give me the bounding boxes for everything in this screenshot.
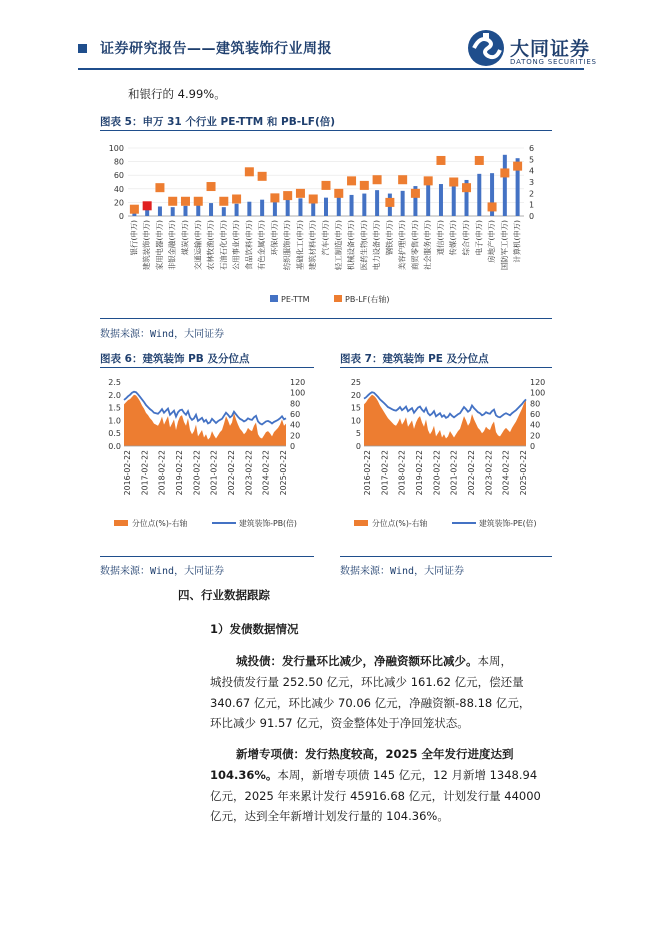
header-divider <box>78 68 584 70</box>
section-title: 四、行业数据跟踪 <box>178 588 270 602</box>
fig5-xtick: 医药生物(申万) <box>359 220 369 271</box>
fig6-legend-line: 建筑装饰-PB(倍) <box>239 519 297 528</box>
fig5-marker-pb <box>488 202 497 211</box>
fig5-bar-pe <box>158 206 162 216</box>
fig6-xtick: 2016-02-22 <box>123 450 132 496</box>
fig5-ytick-right: 0 <box>529 212 535 221</box>
fig5-ytick-right: 6 <box>529 144 535 153</box>
fig5-bar-pe <box>247 202 251 216</box>
fig5-bar-pe <box>286 198 290 216</box>
fig7-xtick: 2023-02-22 <box>484 450 494 496</box>
fig6-ytick-right: 60 <box>290 410 301 419</box>
fig5-marker-pb <box>449 178 458 187</box>
fig5-marker-pb <box>155 183 164 192</box>
fig5-xtick: 有色金属(申万) <box>257 220 267 271</box>
fig5-xtick: 公用事业(申万) <box>231 220 241 271</box>
paragraph-chengtou <box>210 651 590 734</box>
fig5-bar-pe <box>209 203 213 216</box>
fig5-xtick: 社会服务(申万) <box>423 220 433 271</box>
fig5-marker-pb <box>270 193 279 202</box>
fig5-title: 图表 5：申万 31 个行业 PE-TTM 和 PB-LF(倍) <box>100 116 336 128</box>
para2-line: 亿元，达到全年新增计划发行量的 104.36%。 <box>210 809 449 824</box>
fig6-xtick: 2024-02-22 <box>261 450 271 496</box>
fig5-bar-pe <box>350 195 354 216</box>
para1-line: 城投债发行量 252.50 亿元，环比减少 161.62 亿元，偿还量 <box>210 674 524 689</box>
report-header-title: 证券研究报告——建筑装饰行业周报 <box>100 41 332 57</box>
fig5-bar-pe <box>196 205 200 216</box>
fig5-marker-pb <box>462 183 471 192</box>
fig5-marker-pb <box>385 198 394 207</box>
fig5-bottom-rule <box>100 318 552 319</box>
fig7-ytick-left: 10 <box>350 416 361 426</box>
fig7-xtick: 2024-02-22 <box>501 450 511 496</box>
fig6-title-rule <box>100 367 314 368</box>
fig6-xtick: 2020-02-22 <box>192 450 202 496</box>
fig5-bar-pe <box>183 206 187 216</box>
fig5-ytick-left: 20 <box>113 198 124 208</box>
fig5-xtick: 通信(申万) <box>435 220 445 256</box>
fig5-marker-pb <box>219 197 228 206</box>
fig7-ytick-right: 0 <box>530 442 536 451</box>
fig6-ytick-left: 2.0 <box>108 390 121 400</box>
fig7-title: 图表 7：建筑装饰 PE 及分位点 <box>340 353 489 365</box>
fig5-bar-pe <box>503 155 507 216</box>
fig5-ytick-right: 3 <box>529 178 535 187</box>
fig6-ytick-left: 0.0 <box>108 442 121 451</box>
fig5-xtick: 汽车(申万) <box>321 220 330 256</box>
fig5-ytick-left: 0 <box>118 212 124 221</box>
fig5-marker-pb <box>475 156 484 165</box>
fig6-xtick: 2025-02-22 <box>279 450 288 496</box>
fig5-bar-pe <box>439 184 443 216</box>
fig5-marker-pb <box>258 172 267 181</box>
fig7-line-value <box>364 392 526 418</box>
fig5-legend-pe: PE-TTM <box>281 295 310 304</box>
fig5-bar-pe <box>337 197 341 216</box>
section-subtitle: 1）发债数据情况 <box>210 622 299 636</box>
fig5-marker-pb <box>232 195 241 204</box>
fig7-xtick: 2017-02-22 <box>380 450 390 496</box>
header-marker <box>78 44 87 53</box>
fig5-marker-pb <box>309 195 318 204</box>
fig7-source: 数据来源：Wind，大同证券 <box>340 566 465 577</box>
fig7-xtick: 2025-02-22 <box>519 450 528 496</box>
fig7-chart <box>340 372 552 544</box>
fig5-xtick: 家用电器(申万) <box>154 220 164 271</box>
fig7-xtick: 2018-02-22 <box>397 450 407 496</box>
fig6-ytick-left: 1.0 <box>108 416 121 426</box>
fig5-marker-pb <box>296 189 305 198</box>
fig5-legend-pb: PB-LF(右轴) <box>345 295 390 304</box>
fig5-xtick: 食品饮料(申万) <box>244 220 254 271</box>
fig7-ytick-right: 120 <box>530 378 546 387</box>
fig5-xtick: 轻工制造(申万) <box>333 220 343 271</box>
para2-lead-cont: 104.36%。 <box>210 767 278 782</box>
fig5-bar-pe <box>401 191 405 216</box>
fig5-marker-pb <box>373 175 382 184</box>
fig6-xtick: 2017-02-22 <box>140 450 150 496</box>
fig5-bar-pe <box>375 190 379 216</box>
fig5-bar-pe <box>477 174 481 216</box>
fig7-ytick-left: 5 <box>355 429 361 439</box>
fig7-area-percentile <box>364 395 526 446</box>
fig5-bar-pe <box>426 183 430 216</box>
fig5-ytick-left: 40 <box>113 184 124 194</box>
fig6-xtick: 2019-02-22 <box>175 450 184 496</box>
para1-line: 环比减少 91.57 亿元，资金整体处于净回笼状态。 <box>210 716 469 731</box>
fig6-xtick: 2018-02-22 <box>157 450 167 496</box>
fig6-source: 数据来源：Wind，大同证券 <box>100 566 225 577</box>
fig7-xtick: 2021-02-22 <box>449 450 459 496</box>
fig5-xtick: 银行(申万) <box>129 220 139 256</box>
fig5-xtick: 电子(申万) <box>474 220 484 256</box>
fig5-bar-pe <box>171 207 175 216</box>
fig5-bar-pe <box>298 198 302 216</box>
fig6-ytick-left: 1.5 <box>108 403 121 413</box>
fig5-xtick: 美容护理(申万) <box>397 220 407 271</box>
fig5-chart <box>100 136 552 312</box>
fig6-ytick-right: 0 <box>290 442 296 451</box>
fig5-ytick-right: 2 <box>529 189 535 199</box>
para1-line: 340.67 亿元，环比减少 70.06 亿元，净融资额-88.18 亿元， <box>210 695 531 710</box>
fig5-marker-pb <box>194 197 203 206</box>
fig5-xtick: 综合(申万) <box>461 220 471 256</box>
fig5-marker-pb <box>500 168 509 177</box>
para2-line: 亿元，2025 年来累计发行 45916.68 亿元，计划发行量 44000 <box>210 788 541 803</box>
fig5-bar-pe <box>362 194 366 216</box>
fig6-chart <box>100 372 314 544</box>
fig7-bottom-rule <box>340 556 552 557</box>
fig5-bar-pe <box>452 183 456 216</box>
fig5-ytick-right: 1 <box>529 200 535 210</box>
fig5-xtick: 计算机(申万) <box>512 220 522 263</box>
fig5-marker-pb <box>207 182 216 191</box>
fig5-marker-pb <box>436 156 445 165</box>
fig5-xtick: 国防军工(申万) <box>499 220 509 271</box>
fig5-xtick: 钢铁(申万) <box>384 220 394 256</box>
fig7-xtick: 2019-02-22 <box>415 450 424 496</box>
fig7-xtick: 2022-02-22 <box>467 450 476 496</box>
fig6-legend-swatch-area <box>114 520 128 526</box>
fig5-marker-pb <box>168 197 177 206</box>
fig5-marker-pb <box>360 181 369 190</box>
fig5-marker-pb <box>181 197 190 206</box>
fig7-xtick: 2020-02-22 <box>432 450 442 496</box>
fig5-marker-pb <box>513 162 522 171</box>
fig6-bottom-rule <box>100 556 314 557</box>
fig7-legend-line: 建筑装饰-PE(倍) <box>479 519 537 528</box>
fig5-ytick-right: 5 <box>529 155 535 165</box>
fig5-title-rule <box>100 130 552 131</box>
fig5-bar-pe <box>260 200 264 216</box>
fig5-xtick: 非银金融(申万) <box>167 220 177 271</box>
fig5-xtick: 商贸零售(申万) <box>410 220 420 271</box>
fig5-xtick: 建筑装饰(申万) <box>142 220 152 271</box>
fig5-source: 数据来源：Wind，大同证券 <box>100 329 225 340</box>
logo-cn-text: 大同证券 <box>510 38 591 60</box>
fig5-marker-pb <box>245 167 254 176</box>
fig5-xtick: 纺织服饰(申万) <box>282 220 292 271</box>
fig6-xtick: 2021-02-22 <box>209 450 219 496</box>
fig5-xtick: 传媒(申万) <box>448 220 458 256</box>
fig5-marker-pb <box>424 176 433 185</box>
fig6-ytick-right: 100 <box>290 388 306 398</box>
fig5-ytick-left: 100 <box>108 144 124 153</box>
para2-lead: 新增专项债：发行热度较高，2025 全年发行进度达到 <box>236 747 514 761</box>
fig7-ytick-right: 20 <box>530 431 541 441</box>
fig5-marker-pb <box>334 189 343 198</box>
fig5-bar-pe <box>324 198 328 216</box>
fig5-marker-pb <box>411 189 420 198</box>
fig7-ytick-right: 60 <box>530 410 541 419</box>
paragraph-special-bonds <box>210 744 590 827</box>
fig6-xtick: 2023-02-22 <box>244 450 254 496</box>
fig7-ytick-left: 0 <box>355 442 361 451</box>
fig5-marker-pb <box>347 176 356 185</box>
datong-logo-icon <box>466 28 506 68</box>
fig7-ytick-right: 80 <box>530 399 541 409</box>
fig5-bar-pe <box>222 207 226 216</box>
fig5-marker-pb <box>130 205 139 214</box>
fig6-legend-area: 分位点(%)-右轴 <box>132 519 188 528</box>
para1-line: 本周， <box>477 654 512 668</box>
fig5-marker-pb <box>143 201 152 210</box>
fig5-marker-pb <box>283 191 292 200</box>
fig5-marker-pb <box>398 175 407 184</box>
fig6-xtick: 2022-02-22 <box>227 450 236 496</box>
fig5-ytick-left: 60 <box>113 171 124 181</box>
para2-line: 本周，新增专项债 145 亿元，12 月新增 1348.94 <box>277 767 538 782</box>
fig7-ytick-left: 20 <box>350 390 361 400</box>
carry-over-text: 和银行的 4.99%。 <box>128 87 226 101</box>
fig6-ytick-right: 80 <box>290 399 301 409</box>
fig5-bar-pe <box>235 204 239 216</box>
logo-en-text: DATONG SECURITIES <box>510 58 597 66</box>
fig5-xtick: 基础化工(申万) <box>295 220 305 271</box>
fig6-ytick-left: 2.5 <box>108 378 121 387</box>
fig7-ytick-left: 15 <box>350 403 361 413</box>
fig7-ytick-left: 25 <box>350 378 361 387</box>
fig5-xtick: 机械设备(申万) <box>346 220 356 271</box>
fig5-marker-pb <box>322 181 331 190</box>
fig5-ytick-left: 80 <box>113 157 124 167</box>
fig6-ytick-right: 40 <box>290 420 301 430</box>
fig5-xtick: 交通运输(申万) <box>193 220 203 271</box>
fig6-title: 图表 6：建筑装饰 PB 及分位点 <box>100 353 250 365</box>
fig5-xtick: 房地产(申万) <box>487 220 497 263</box>
para1-lead: 城投债：发行量环比减少，净融资额环比减少。 <box>236 654 478 668</box>
fig5-xtick: 建筑材料(申万) <box>308 220 318 271</box>
fig5-xtick: 电力设备(申万) <box>372 220 382 271</box>
fig7-title-rule <box>340 367 552 368</box>
fig5-xtick: 农林牧渔(申万) <box>206 220 216 271</box>
fig5-xtick: 环保(申万) <box>269 220 279 256</box>
fig6-ytick-right: 20 <box>290 431 301 441</box>
fig7-legend-area: 分位点(%)-右轴 <box>372 519 428 528</box>
fig5-legend-swatch-pe <box>270 295 278 302</box>
fig5-legend-swatch-pb <box>334 295 342 302</box>
fig7-xtick: 2016-02-22 <box>363 450 372 496</box>
fig7-ytick-right: 40 <box>530 420 541 430</box>
fig7-legend-swatch-area <box>354 520 368 526</box>
fig5-xtick: 煤炭(申万) <box>180 220 190 256</box>
fig5-bar-pe <box>273 201 277 216</box>
fig6-ytick-right: 120 <box>290 378 306 387</box>
fig5-ytick-right: 4 <box>529 166 535 176</box>
fig7-ytick-right: 100 <box>530 388 546 398</box>
fig5-xtick: 石油石化(申万) <box>218 220 228 271</box>
fig6-ytick-left: 0.5 <box>108 429 121 439</box>
